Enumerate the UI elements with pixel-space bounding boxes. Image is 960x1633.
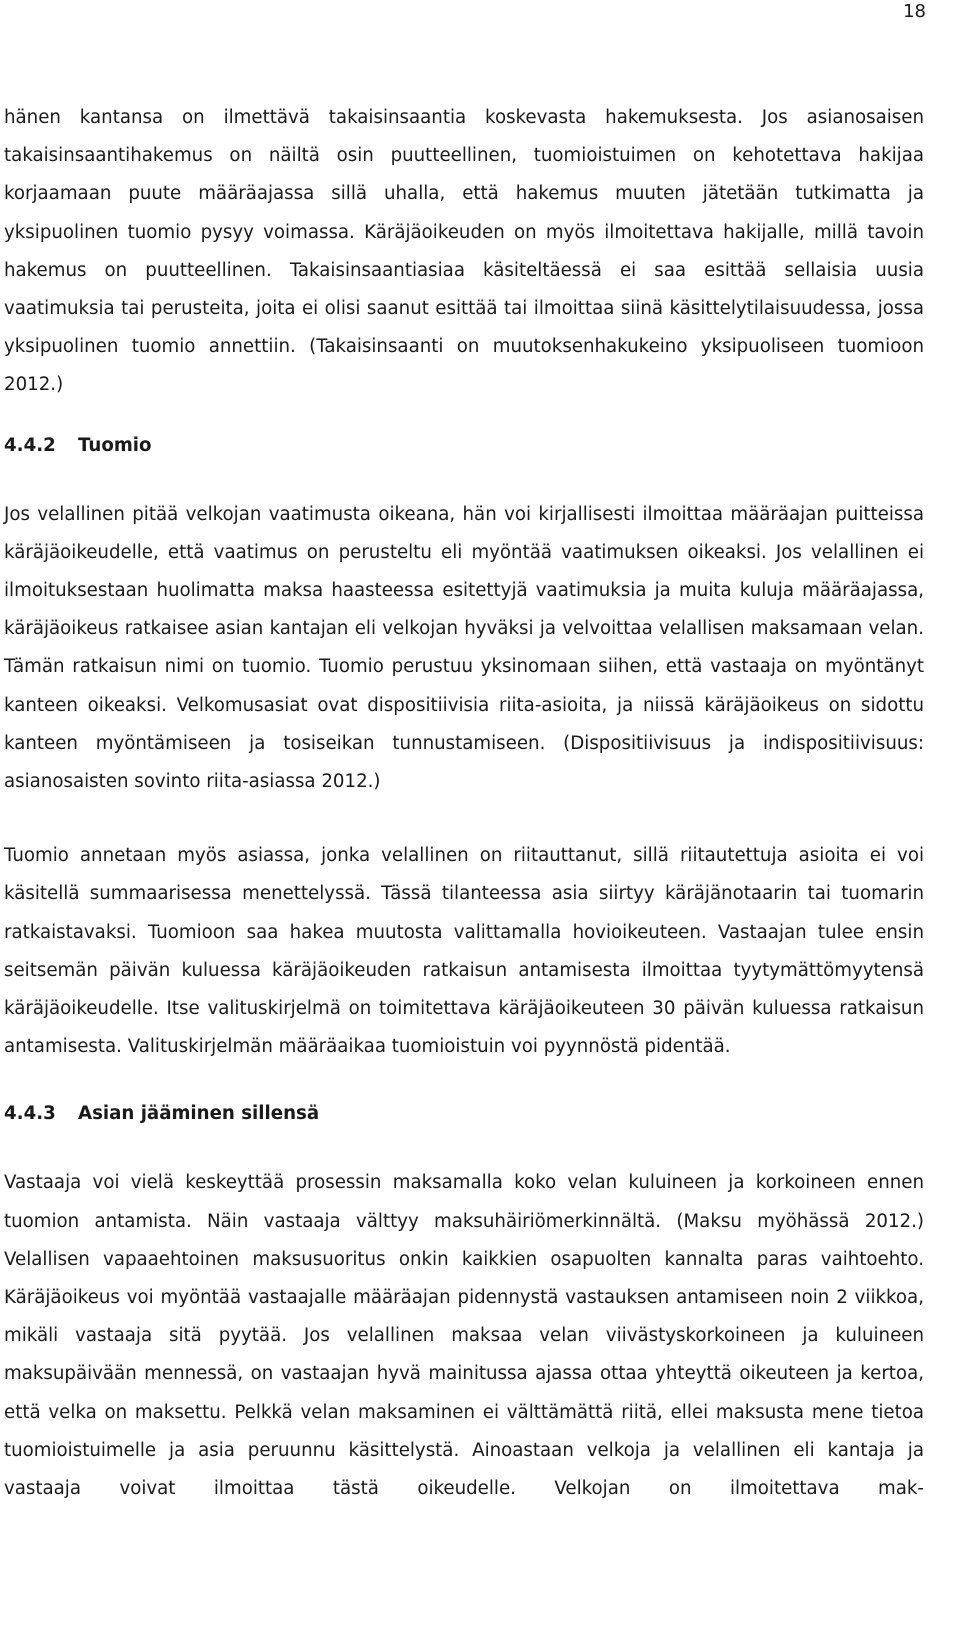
- paragraph-sillensa: Vastaaja voi vielä keskeyttää prosessin maksamalla koko velan kuluineen ja korkoineen ennen tuomion antamista. Näin vastaaja välttyy maksuhäiriömerkinnältä. (Maksu myöhässä 2012.) Velallisen vapaaehtoinen maksusuoritus onkin kaikkien osapuolten kannalta paras vaihtoehto. Käräjäoikeus voi myöntää vastaajalle määräajan pidennystä vastauksen antamiseen noin 2 viikkoa, mikäli vastaaja sitä pyytää. Jos velallinen maksaa velan viivästyskorkoineen ja kuluineen maksupäivään mennessä, on vastaajan hyvä mainitussa ajassa ottaa yhteyttä oikeuteen ja kertoa, että velka on maksettu. Pelkkä velan maksaminen ei välttämättä riitä, ellei maksusta mene tietoa tuomioistuimelle ja asia peruunnu käsittelystä. Ainoastaan velkoja ja velallinen eli kantaja ja vastaaja voivat ilmoittaa tästä oikeudelle. Velkojan on ilmoitettava mak-: [4, 1172, 924, 1500]
- spacer: [4, 458, 924, 496]
- section-heading-sillensa: [4, 1102, 924, 1126]
- spacer: [4, 1126, 924, 1164]
- paragraph-takaisinsaanti: hänen kantansa on ilmettävä takaisinsaantia koskevasta hakemuksesta. Jos asianosaisen takaisinsaantihakemus on näiltä osin puutteellinen, tuomioistuimen on kehotettava hakijaa korjaamaan puute määräajassa sillä uhalla, että hakemus muuten jätetään tutkimatta ja yksipuolinen tuomio pysyy voimassa. Käräjäoikeuden on myös ilmoitettava hakijalle, millä tavoin hakemus on puutteellinen. Takaisinsaantiasiaa käsiteltäessä ei saa esittää sellaisia uusia vaatimuksia tai perusteita, joita ei olisi saanut esittää tai ilmoittaa siinä käsittelytilaisuudessa, jossa yksipuolinen tuomio annettiin. (Takaisinsaanti on muutoksenhakukeino yksipuoliseen tuomioon 2012.): [4, 107, 924, 396]
- page-number: 18: [903, 1, 926, 22]
- section-title: Asian jääminen sillensä: [78, 1103, 320, 1125]
- section-title: Tuomio: [78, 434, 152, 456]
- paragraph-tuomio-1: Jos velallinen pitää velkojan vaatimusta oikeana, hän voi kirjallisesti ilmoittaa määräajan puitteissa käräjäoikeudelle, että vaatimus on perusteltu eli myöntää vaatimuksen oikeaksi. Jos velallinen ei ilmoituksestaan huolimatta maksa haasteessa esitettyjä vaatimuksia ja muita kuluja määräajassa, käräjäoikeus ratkaisee asian kantajan eli velkojan hyväksi ja velvoittaa velallisen maksamaan velan. Tämän ratkaisun nimi on tuomio. Tuomio perustuu yksinomaan siihen, että vastaaja on myöntänyt kanteen oikeaksi. Velkomusasiat ovat dispositiivisia riita-asioita, ja niissä käräjäoikeus on sidottu kanteen myöntämiseen ja tosiseikan tunnustamiseen. (Dispositiivisuus ja indispositiivisuus: asianosaisten sovinto riita-asiassa 2012.): [4, 503, 924, 793]
- section-number: 4.4.3: [4, 1103, 56, 1125]
- spacer: [4, 801, 924, 837]
- document-body: [4, 99, 924, 1508]
- section-heading-tuomio: [4, 434, 924, 458]
- spacer: [4, 405, 924, 434]
- paragraph-tuomio-2: Tuomio annetaan myös asiassa, jonka velallinen on riitauttanut, sillä riitautettuja asioita ei voi käsitellä summaarisessa menettelyssä. Tässä tilanteessa asia siirtyy käräjänotaarin tai tuomarin ratkaistavaksi. Tuomioon saa hakea muutosta valittamalla hovioikeuteen. Vastaajan tulee ensin seitsemän päivän kuluessa käräjäoikeuden ratkaisun antamisesta ilmoittaa tyytymättömyytensä käräjäoikeudelle. Itse valituskirjelmä on toimitettava käräjäoikeuteen 30 päivän kuluessa ratkaisun antamisesta. Valituskirjelmän määräaikaa tuomioistuin voi pyynnöstä pidentää.: [4, 845, 924, 1058]
- spacer: [4, 1066, 924, 1102]
- section-number: 4.4.2: [4, 434, 56, 456]
